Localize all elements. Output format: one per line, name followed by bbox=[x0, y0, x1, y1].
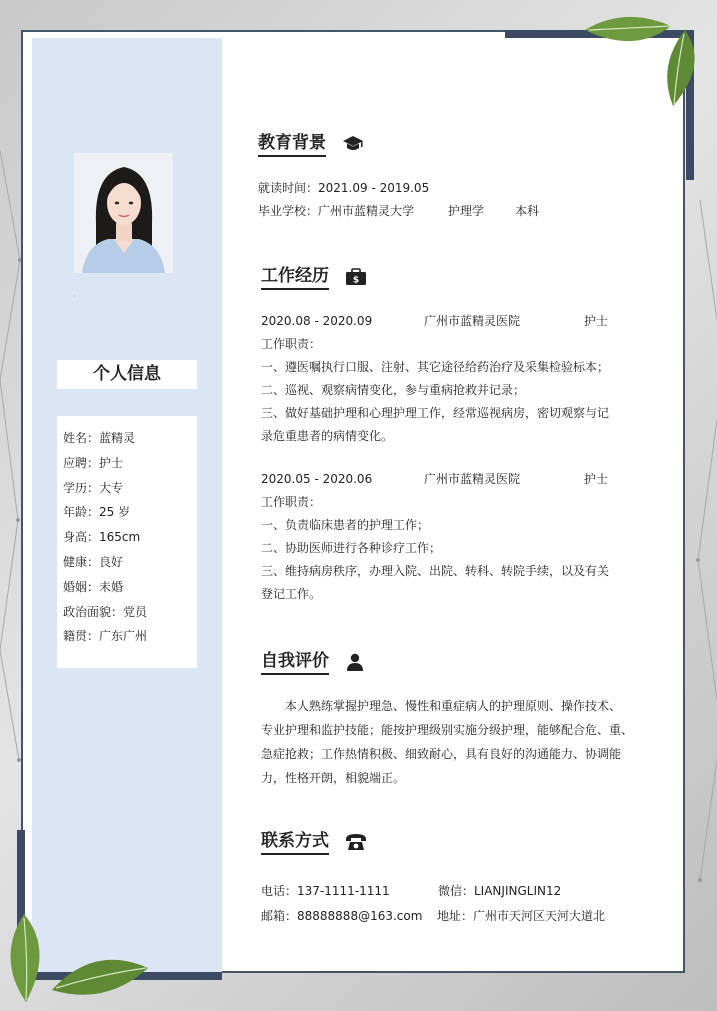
work-header bbox=[261, 264, 367, 290]
info-health: 健康：良好 bbox=[63, 554, 124, 569]
self-eval-line: 专业护理和监护技能；能按护理级别实施分级护理，能够配合危、重、 bbox=[261, 723, 634, 737]
info-political: 政治面貌：党员 bbox=[63, 604, 148, 619]
info-name: 姓名：蓝精灵 bbox=[63, 431, 136, 445]
contact-email: 邮箱：88888888@163.com bbox=[261, 909, 423, 923]
job2-duty: 一、负责临床患者的护理工作； bbox=[261, 518, 430, 532]
info-age: 年龄：25 岁 bbox=[63, 505, 131, 520]
leaf-decoration-top-right bbox=[585, 8, 705, 108]
job1-period: 2020.08 - 2020.09 bbox=[261, 314, 373, 328]
contact-address: 地址：广州市天河区天河大道北 bbox=[437, 909, 606, 923]
leaf-decoration-bottom-left bbox=[2, 910, 152, 1010]
contact-phone: 电话：137-1111-1111 bbox=[261, 884, 390, 898]
self-eval-line: 力，性格开朗，相貌端正。 bbox=[261, 771, 406, 785]
info-marital: 婚姻：未婚 bbox=[63, 579, 124, 594]
decorative-dot: · bbox=[73, 292, 76, 301]
self-eval-header bbox=[261, 649, 365, 675]
job2-duty: 登记工作。 bbox=[261, 587, 322, 601]
education-major: 护理学 bbox=[448, 204, 485, 218]
education-degree: 本科 bbox=[515, 204, 540, 218]
info-education: 学历：大专 bbox=[63, 480, 124, 495]
self-eval-line: 本人熟练掌握护理急、慢性和重症病人的护理原则、操作技术、 bbox=[285, 699, 622, 713]
job2-duty: 二、协助医师进行各种诊疗工作； bbox=[261, 541, 442, 555]
job1-duty: 一、遵医嘱执行口服、注射、其它途径给药治疗及采集检验标本； bbox=[261, 360, 610, 374]
person-icon bbox=[345, 653, 365, 671]
job1-duties-label: 工作职责： bbox=[261, 337, 322, 351]
self-eval-title: 自我评价 bbox=[261, 650, 329, 675]
graduation-cap-icon bbox=[342, 135, 364, 153]
job2-company: 广州市蓝精灵医院 bbox=[424, 472, 521, 486]
job2-duty: 三、维持病房秩序，办理入院、出院、转科、转院手续，以及有关 bbox=[261, 564, 610, 578]
job2-position: 护士 bbox=[584, 472, 609, 486]
info-position: 应聘：护士 bbox=[63, 455, 124, 470]
job1-duty: 二、巡视、观察病情变化，参与重病抢救并记录； bbox=[261, 383, 526, 397]
job2-period: 2020.05 - 2020.06 bbox=[261, 472, 373, 486]
self-eval-line: 急症抢救；工作热情积极、细致耐心，具有良好的沟通能力、协调能 bbox=[261, 747, 622, 761]
education-title: 教育背景 bbox=[258, 132, 326, 157]
contact-header bbox=[261, 829, 367, 855]
job2-duties-label: 工作职责： bbox=[261, 495, 322, 509]
education-header bbox=[258, 131, 364, 157]
telephone-icon bbox=[345, 833, 367, 851]
education-school: 毕业学校：广州市蓝精灵大学 bbox=[258, 204, 415, 218]
info-hometown: 籍贯：广东广州 bbox=[63, 629, 148, 644]
info-height: 身高：165cm bbox=[63, 530, 141, 545]
work-title: 工作经历 bbox=[261, 265, 329, 290]
job1-company: 广州市蓝精灵医院 bbox=[424, 314, 521, 328]
briefcase-icon bbox=[345, 268, 367, 286]
job1-duty: 三、做好基础护理和心理护理工作，经常巡视病房，密切观察与记 bbox=[261, 406, 610, 420]
svg-text:$: $ bbox=[352, 275, 360, 286]
education-period: 就读时间：2021.09 - 2019.05 bbox=[258, 181, 430, 195]
contact-title: 联系方式 bbox=[261, 830, 329, 855]
personal-info-title: 个人信息 bbox=[57, 360, 197, 389]
profile-photo bbox=[74, 153, 173, 273]
job1-duty: 录危重患者的病情变化。 bbox=[261, 429, 394, 443]
personal-info-box bbox=[57, 416, 197, 668]
job1-position: 护士 bbox=[584, 314, 609, 328]
contact-wechat: 微信：LIANJINGLIN12 bbox=[438, 884, 562, 898]
